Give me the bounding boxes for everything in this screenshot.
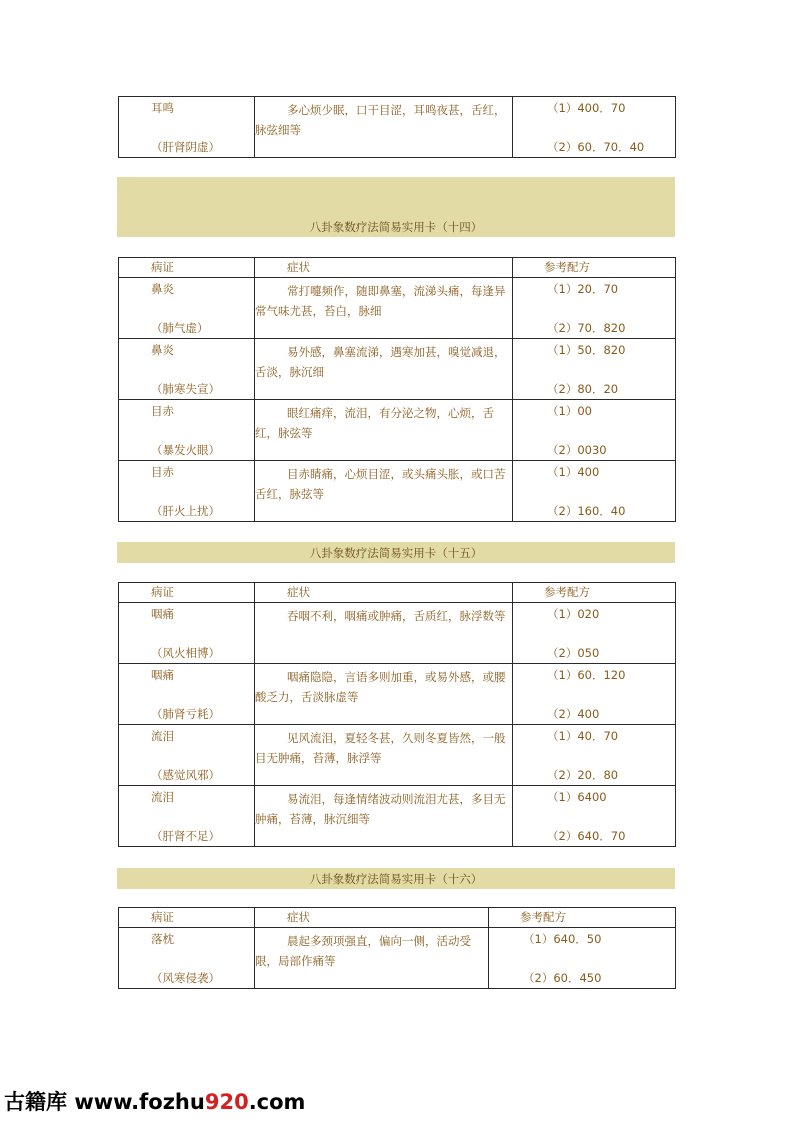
disease-name: 流泪 — [151, 729, 174, 743]
syndrome-pattern: （肝肾不足） — [151, 829, 220, 843]
symptom-cell — [255, 400, 513, 461]
table-row — [119, 603, 676, 664]
formula-1: （1）020 — [547, 607, 600, 621]
header-disease: 病证 — [119, 908, 255, 928]
disease-cell — [119, 928, 255, 989]
card-14-title: 八卦象数疗法简易实用卡（十四） — [309, 220, 483, 234]
formula-cell — [513, 278, 676, 339]
disease-name: 落枕 — [151, 932, 174, 946]
table-row — [119, 278, 676, 339]
table-row — [119, 400, 676, 461]
disease-cell — [119, 786, 255, 847]
table-row — [119, 97, 676, 158]
table-row — [119, 725, 676, 786]
disease-name: 目赤 — [151, 404, 174, 418]
symptom-text: 咽痛隐隐，言语多则加重，或易外感，或腰酸乏力，舌淡脉虚等 — [255, 670, 506, 704]
disease-name: 鼻炎 — [151, 282, 174, 296]
formula-1: （1）20．70 — [547, 282, 619, 296]
symptom-text: 吞咽不利，咽痛或肿痛，舌质红，脉浮数等 — [287, 609, 506, 623]
card-15-title: 八卦象数疗法简易实用卡（十五） — [309, 546, 483, 560]
formula-1: （1）640．50 — [523, 932, 602, 946]
syndrome-pattern: （肝火上扰） — [151, 504, 220, 518]
formula-2: （2）0030 — [547, 443, 607, 457]
disease-name: 耳鸣 — [151, 101, 174, 115]
card-16-table — [118, 907, 676, 989]
formula-2: （2）80．20 — [547, 382, 619, 396]
header-disease: 病证 — [119, 583, 255, 603]
formula-2: （2）20．80 — [547, 768, 619, 782]
disease-cell — [119, 603, 255, 664]
formula-cell — [489, 928, 676, 989]
formula-2: （2）70．820 — [547, 321, 626, 335]
header-formula: 参考配方 — [513, 583, 676, 603]
disease-cell — [119, 97, 255, 158]
disease-cell — [119, 400, 255, 461]
formula-2: （2）050 — [547, 646, 600, 660]
header-formula: 参考配方 — [489, 908, 676, 928]
formula-1: （1）50．820 — [547, 343, 626, 357]
card-14-table — [118, 257, 676, 522]
formula-1: （1）400．70 — [547, 101, 626, 115]
formula-2: （2）160．40 — [547, 504, 626, 518]
symptom-text: 晨起多颈项强直，偏向一侧，活动受限，局部作痛等 — [255, 934, 471, 968]
disease-cell — [119, 278, 255, 339]
formula-cell — [513, 400, 676, 461]
syndrome-pattern: （风火相博） — [151, 646, 220, 660]
table-row — [119, 786, 676, 847]
watermark-site-name: 古籍库 — [4, 1090, 67, 1114]
watermark-url-number: 920 — [204, 1090, 249, 1114]
symptom-cell — [255, 928, 489, 989]
formula-2: （2）60．70．40 — [547, 140, 645, 154]
header-formula: 参考配方 — [513, 258, 676, 278]
formula-cell — [513, 664, 676, 725]
watermark-url-prefix: www.fozhu — [74, 1090, 205, 1114]
syndrome-pattern: （肺气虚） — [151, 321, 209, 335]
disease-name: 鼻炎 — [151, 343, 174, 357]
table-row — [119, 928, 676, 989]
formula-cell — [513, 786, 676, 847]
symptom-cell — [255, 278, 513, 339]
formula-1: （1）00 — [547, 404, 592, 418]
formula-2: （2）60．450 — [523, 971, 602, 985]
header-symptom: 症状 — [255, 583, 513, 603]
formula-cell — [513, 725, 676, 786]
header-symptom: 症状 — [255, 258, 513, 278]
symptom-cell — [255, 664, 513, 725]
table-header-row — [119, 583, 676, 603]
syndrome-pattern: （肝肾阴虚） — [151, 140, 220, 154]
symptom-text: 目赤睛痛，心烦目涩，或头痛头胀，或口苦舌红，脉弦等 — [255, 467, 506, 501]
symptom-cell — [255, 97, 513, 158]
symptom-cell — [255, 339, 513, 400]
formula-2: （2）640．70 — [547, 829, 626, 843]
symptom-text: 眼红痛痒，流泪，有分泌之物，心烦，舌红，脉弦等 — [255, 406, 494, 440]
symptom-text: 易流泪，每逢情绪波动则流泪尤甚，多目无肿痛，苔薄，脉沉细等 — [255, 792, 506, 826]
card-14-title-banner — [117, 177, 675, 237]
site-watermark — [4, 1086, 305, 1116]
card-15-title-banner — [117, 542, 675, 563]
syndrome-pattern: （肺肾亏耗） — [151, 707, 220, 721]
symptom-text: 易外感，鼻塞流涕，遇寒加甚，嗅觉减退，舌淡，脉沉细 — [255, 345, 506, 379]
formula-1: （1）60．120 — [547, 668, 626, 682]
formula-cell — [513, 461, 676, 522]
symptom-cell — [255, 461, 513, 522]
disease-name: 咽痛 — [151, 607, 174, 621]
formula-cell — [513, 603, 676, 664]
table-row — [119, 461, 676, 522]
table-header-row — [119, 258, 676, 278]
formula-1: （1）6400 — [547, 790, 607, 804]
syndrome-pattern: （肺寒失宣） — [151, 382, 220, 396]
syndrome-pattern: （暴发火眼） — [151, 443, 220, 457]
symptom-text: 见风流泪，夏轻冬甚，久则冬夏皆然，一般目无肿痛，苔薄，脉浮等 — [255, 731, 506, 765]
formula-cell — [513, 97, 676, 158]
header-disease: 病证 — [119, 258, 255, 278]
syndrome-pattern: （风寒侵袭） — [151, 971, 220, 985]
watermark-url-suffix: .com — [248, 1090, 306, 1114]
formula-2: （2）400 — [547, 707, 600, 721]
disease-cell — [119, 725, 255, 786]
disease-cell — [119, 461, 255, 522]
symptom-text: 常打嚏频作，随即鼻塞，流涕头痛，每逢异常气味尤甚，苔白，脉细 — [255, 284, 506, 318]
disease-name: 流泪 — [151, 790, 174, 804]
formula-cell — [513, 339, 676, 400]
symptom-cell — [255, 725, 513, 786]
symptom-text: 多心烦少眠，口干目涩，耳鸣夜甚，舌红，脉弦细等 — [255, 103, 506, 137]
disease-name: 目赤 — [151, 465, 174, 479]
formula-1: （1）40．70 — [547, 729, 619, 743]
syndrome-pattern: （感觉风邪） — [151, 768, 220, 782]
card-prev-table — [118, 96, 676, 158]
disease-cell — [119, 664, 255, 725]
disease-name: 咽痛 — [151, 668, 174, 682]
header-symptom: 症状 — [255, 908, 489, 928]
card-15-table — [118, 582, 676, 847]
symptom-cell — [255, 603, 513, 664]
disease-cell — [119, 339, 255, 400]
card-16-title-banner — [117, 868, 675, 889]
table-row — [119, 339, 676, 400]
card-16-title: 八卦象数疗法简易实用卡（十六） — [309, 872, 483, 886]
table-row — [119, 664, 676, 725]
formula-1: （1）400 — [547, 465, 600, 479]
symptom-cell — [255, 786, 513, 847]
table-header-row — [119, 908, 676, 928]
